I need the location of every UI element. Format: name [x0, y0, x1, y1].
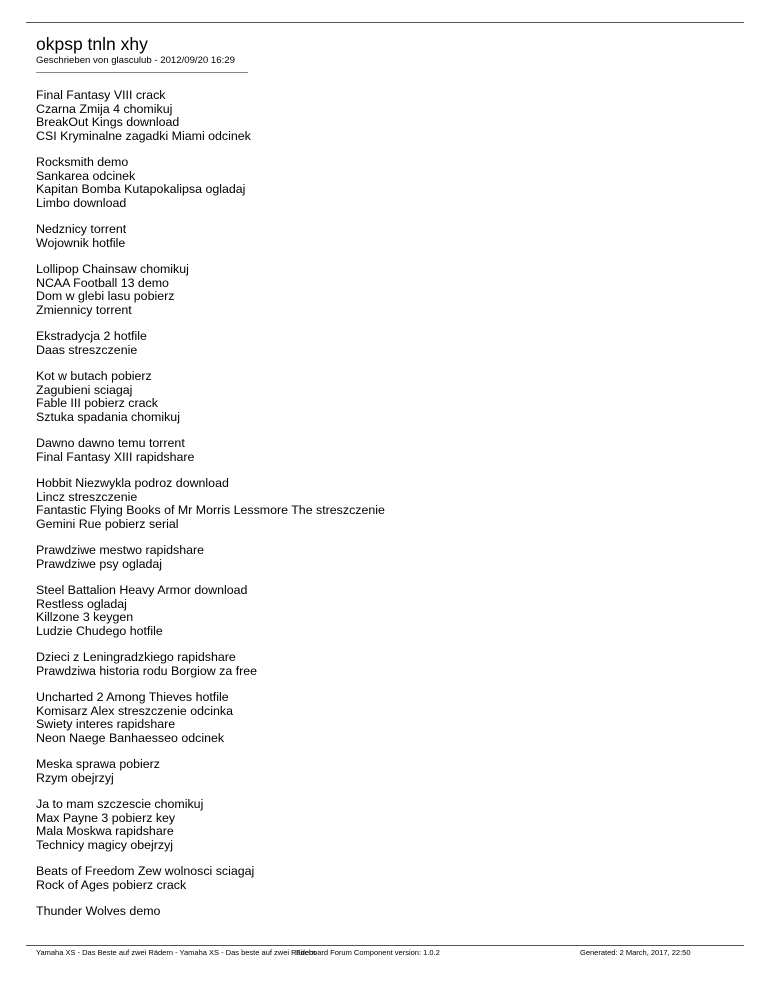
body-line: Dawno dawno temu torrent	[36, 436, 185, 450]
body-line: Ja to mam szczescie chomikuj	[36, 797, 204, 811]
body-line: Komisarz Alex streszczenie odcinka	[36, 703, 233, 718]
body-line: Prawdziwe psy ogladaj	[36, 556, 163, 571]
body-line: Dom w glebi lasu pobierz	[36, 289, 175, 303]
body-line: Thunder Wolves demo	[36, 904, 161, 918]
paragraph-group	[36, 691, 736, 745]
body-line: Max Payne 3 pobierz key	[36, 810, 176, 825]
header-rule	[26, 22, 744, 23]
body-line: Mala Moskwa rapidshare	[36, 824, 174, 838]
body-line: BreakOut Kings download	[36, 115, 180, 129]
body-line: Killzone 3 keygen	[36, 610, 134, 624]
body-line: Swiety interes rapidshare	[36, 717, 176, 731]
body-line: Ekstradycja 2 hotfile	[36, 329, 147, 343]
body-line: Final Fantasy XIII rapidshare	[36, 449, 195, 464]
body-line: Beats of Freedom Zew wolnosci sciagaj	[36, 864, 255, 878]
footer-component-version: Fireboard Forum Component version: 1.0.2	[296, 948, 440, 957]
body-line: Kapitan Bomba Kutapokalipsa ogladaj	[36, 182, 246, 196]
paragraph-group	[36, 89, 736, 143]
paragraph-group	[36, 758, 736, 785]
paragraph-group	[36, 156, 736, 210]
footer-rule	[26, 945, 744, 946]
body-line: Dzieci z Leningradzkiego rapidshare	[36, 650, 236, 664]
body-line: Uncharted 2 Among Thieves hotfile	[36, 690, 229, 704]
body-line: Limbo download	[36, 195, 127, 210]
body-line: CSI Kryminalne zagadki Miami odcinek	[36, 128, 251, 143]
paragraph-group	[36, 905, 736, 919]
body-line: Ludzie Chudego hotfile	[36, 623, 163, 638]
paragraph-group	[36, 798, 736, 852]
body-line: Rocksmith demo	[36, 155, 129, 169]
paragraph-group	[36, 651, 736, 678]
body-line: Lincz streszczenie	[36, 489, 138, 504]
body-line: Gemini Rue pobierz serial	[36, 516, 179, 531]
body-line: Neon Naege Banhaesseo odcinek	[36, 730, 225, 745]
body-line: Czarna Zmija 4 chomikuj	[36, 101, 173, 116]
body-line: Lollipop Chainsaw chomikuj	[36, 262, 189, 276]
body-line: Sankarea odcinek	[36, 168, 136, 183]
body-line: Rzym obejrzyj	[36, 770, 114, 785]
body-line: Zagubieni sciagaj	[36, 382, 133, 397]
body-line: Steel Battalion Heavy Armor download	[36, 583, 248, 597]
body-line: Fantastic Flying Books of Mr Morris Lessmore The streszczenie	[36, 503, 385, 517]
body-line: Technicy magicy obejrzyj	[36, 837, 174, 852]
body-line: Meska sprawa pobierz	[36, 757, 160, 771]
body-line: Rock of Ages pobierz crack	[36, 877, 187, 892]
paragraph-group	[36, 544, 736, 571]
post-body	[36, 89, 736, 932]
paragraph-group	[36, 477, 736, 531]
body-line: Hobbit Niezwykla podroz download	[36, 476, 229, 490]
body-line: Kot w butach pobierz	[36, 369, 152, 383]
body-line: Zmiennicy torrent	[36, 302, 132, 317]
body-line: Sztuka spadania chomikuj	[36, 409, 180, 424]
body-line: Prawdziwe mestwo rapidshare	[36, 543, 205, 557]
paragraph-group	[36, 584, 736, 638]
footer-site-name: Yamaha XS - Das Beste auf zwei Rädern - Yamaha XS - Das beste auf zwei Rädern	[36, 948, 316, 957]
byline-underline	[36, 72, 248, 73]
body-line: Daas streszczenie	[36, 342, 138, 357]
paragraph-group	[36, 330, 736, 357]
post-title: okpsp tnln xhy	[36, 34, 148, 54]
paragraph-group	[36, 865, 736, 892]
paragraph-group	[36, 370, 736, 424]
paragraph-group	[36, 437, 736, 464]
body-line: Prawdziwa historia rodu Borgiow za free	[36, 663, 258, 678]
body-line: Wojownik hotfile	[36, 235, 126, 250]
paragraph-group	[36, 263, 736, 317]
footer-generated-date: Generated: 2 March, 2017, 22:50	[580, 948, 691, 957]
body-line: NCAA Football 13 demo	[36, 275, 169, 290]
paragraph-group	[36, 223, 736, 250]
body-line: Final Fantasy VIII crack	[36, 88, 166, 102]
body-line: Restless ogladaj	[36, 596, 127, 611]
body-line: Fable III pobierz crack	[36, 396, 158, 410]
post-byline: Geschrieben von glasculub - 2012/09/20 16:29	[36, 55, 235, 66]
body-line: Nedznicy torrent	[36, 222, 127, 236]
